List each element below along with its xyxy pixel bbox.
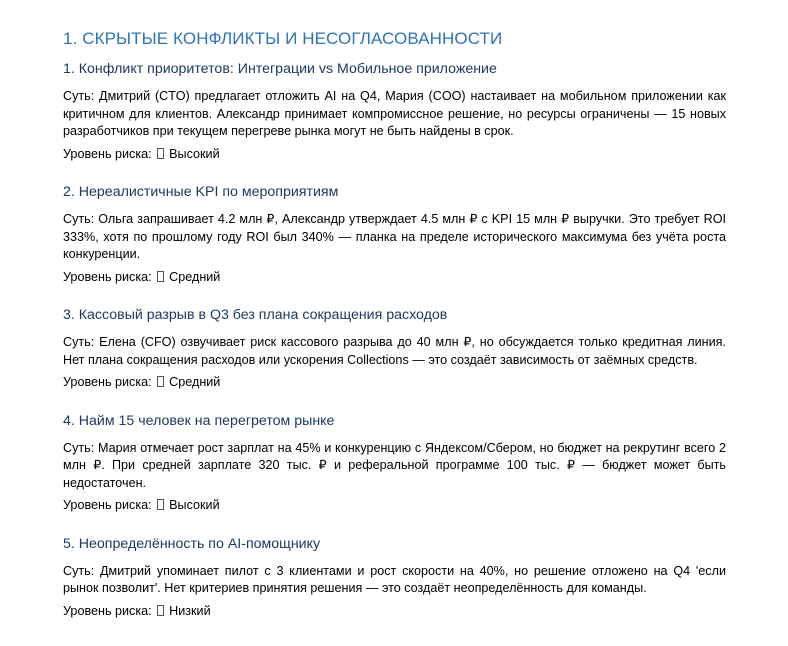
conflict-item-body: Суть: Мария отмечает рост зарплат на 45% и конкуренцию с Яндексом/Сбером, но бюджет на рекрутинг всего 2 млн ₽. При средней зарплате 320 тыс. ₽ и реферальной программе 100 тыс. ₽ — бюджет может быть недостаточен. (63, 440, 726, 490)
conflict-item-2 (63, 183, 726, 286)
risk-level-line (63, 603, 726, 621)
risk-level-line (63, 269, 726, 287)
conflict-item-title: 5. Неопределённость по AI-помощнику (63, 535, 321, 552)
missing-glyph-box-icon (157, 271, 164, 282)
conflict-item-body: Суть: Елена (CFO) озвучивает риск кассового разрыва до 40 млн ₽, но обсуждается только кредитная линия. Нет плана сокращения расходов или ускорения Collections — это создаёт зависимость от заёмных средств. (63, 335, 726, 367)
conflict-item-1 (63, 60, 726, 163)
conflict-item-title: 4. Найм 15 человек на перегретом рынке (63, 412, 335, 429)
risk-level-value: Высокий (169, 146, 220, 161)
conflict-item-body: Суть: Дмитрий (CTO) предлагает отложить AI на Q4, Мария (COO) настаивает на мобильном приложении как критичном для клиентов. Александр принимает компромиссное решение, но ресурсы ограничены — 15 новых разработчиков при текущем перегреве рынка могут не быть найдены в срок. (63, 89, 726, 138)
conflict-item-3 (63, 306, 726, 392)
risk-level-line (63, 374, 726, 392)
conflict-item-title: 2. Нереалистичные KPI по мероприятиям (63, 184, 339, 200)
risk-level-line (63, 146, 726, 164)
conflict-item-title: 3. Кассовый разрыв в Q3 без плана сокращения расходов (63, 307, 448, 323)
missing-glyph-box-icon (157, 605, 164, 616)
risk-level-label: Уровень риска: (63, 375, 152, 389)
risk-level-label: Уровень риска: (63, 269, 152, 284)
section-title: 1. СКРЫТЫЕ КОНФЛИКТЫ И НЕСОГЛАСОВАННОСТИ (63, 29, 503, 48)
risk-level-value: Низкий (169, 603, 211, 618)
conflict-item-body: Суть: Дмитрий упоминает пилот с 3 клиентами и рост скорости на 40%, но решение отложено на Q4 'если рынок позволит'. Нет критериев принятия решения — это создаёт неопределённость для команды. (63, 563, 726, 595)
conflict-item-4 (63, 412, 726, 515)
risk-level-value: Средний (169, 269, 221, 284)
risk-level-label: Уровень риска: (63, 146, 152, 161)
risk-level-label: Уровень риска: (63, 603, 152, 618)
conflict-item-title: 1. Конфликт приоритетов: Интеграции vs Мобильное приложение (63, 61, 497, 77)
conflict-item-body: Суть: Ольга запрашивает 4.2 млн ₽, Александр утверждает 4.5 млн ₽ с KPI 15 млн ₽ выручки. Это требует ROI 333%, хотя по прошлому году ROI был 340% — планка на пределе исторического максимума без учёта роста конкуренции. (63, 212, 726, 261)
missing-glyph-box-icon (157, 148, 164, 159)
risk-level-label: Уровень риска: (63, 498, 152, 512)
risk-level-value: Средний (169, 375, 221, 389)
missing-glyph-box-icon (157, 499, 164, 510)
risk-level-value: Высокий (169, 498, 220, 512)
risk-level-line (63, 497, 726, 515)
conflict-item-5 (63, 535, 726, 621)
missing-glyph-box-icon (157, 376, 164, 387)
